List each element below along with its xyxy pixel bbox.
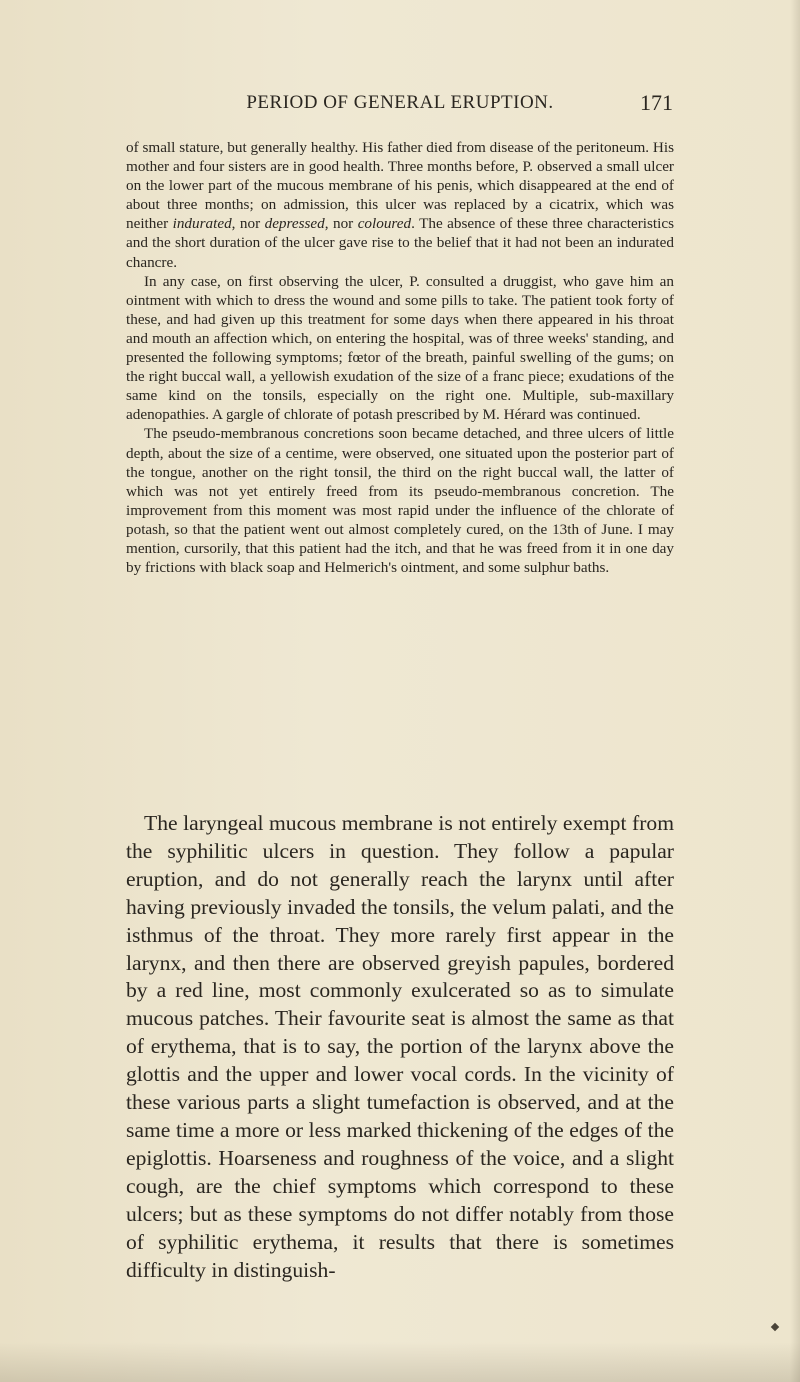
- case-report-text: [126, 138, 674, 577]
- page-number: 171: [640, 90, 673, 115]
- page-header: [0, 90, 800, 120]
- case-paragraph-2: [126, 272, 674, 425]
- page-bottom-shadow: [0, 1342, 800, 1382]
- text-run: of small stature, but generally healthy. His father died from disease of the peritoneum. His mother and four sisters are in good health. Three months before, P. observed a small ulcer on the lower part of the mucous membrane of his penis, which disappeared at the end of about three months; on admission, this ulcer was replaced by a cicatrix, which was neither: [126, 139, 674, 233]
- case-paragraph-1: [126, 138, 674, 272]
- text-run: , nor: [231, 215, 265, 233]
- text-run: . The absence of these three characteristics and the short duration of the ulcer gave rise to the belief that it had not been an indurated chancre.: [126, 215, 675, 271]
- main-text: [126, 810, 674, 1284]
- italic-term: indurated: [172, 215, 232, 233]
- italic-term: depressed: [264, 215, 325, 233]
- case-paragraph-3: [126, 424, 674, 577]
- laryngeal-paragraph: The laryngeal mucous membrane is not entirely exempt from the syphilitic ulcers in question. They follow a papular eruption, and do not generally reach the larynx until after having previously invaded the tonsils, the velum palati, and the isthmus of the throat. They more rarely first appear in the larynx, and then there are observed greyish papules, bordered by a red line, most commonly exulcerated so as to simulate mucous patches. Their favourite seat is almost the same as that of erythema, that is to say, the portion of the larynx above the glottis and the upper and lower vocal cords. In the vicinity of these various parts a slight tumefaction is observed, and at the same time a more or less marked thickening of the edges of the epiglottis. Hoarseness and roughness of the voice, and a slight cough, are the chief symptoms which correspond to these ulcers; but as these symptoms do not differ notably from those of syphilitic erythema, it results that there is sometimes difficulty in distinguish-: [126, 811, 674, 1282]
- text-run: , nor: [324, 215, 358, 233]
- page-edge-shadow: [790, 0, 800, 1382]
- text-run: The pseudo-membranous concretions soon became detached, and three ulcers of little depth, about the size of a centime, were observed, one situated upon the posterior part of the tongue, another on the right tonsil, the third on the right buccal wall, the latter of which was not yet entirely freed from its pseudo-membranous concretion. The improvement from this moment was most rapid under the influence of the chlorate of potash, so that the patient went out almost completely cured, on the 13th of June. I may mention, cursorily, that this patient had the itch, and that he was freed from it in one day by frictions with black soap and Helmerich's ointment, and some sulphur baths.: [126, 425, 674, 577]
- text-run: In any case, on first observing the ulcer, P. consulted a druggist, who gave him an ointment with which to dress the wound and some pills to take. The patient took forty of these, and had given up this treatment for some days when there appeared in his throat and mouth an affection which, on entering the hospital, was of three weeks' standing, and presented the following symptoms; fœtor of the breath, painful swelling of the gums; on the right buccal wall, a yellowish exudation of the size of a franc piece; exudations of the same kind on the tonsils, especially on the right one. Multiple, sub-maxillary adenopathies. A gargle of chlorate of potash prescribed by M. Hérard was continued.: [126, 272, 674, 424]
- running-head: PERIOD OF GENERAL ERUPTION.: [246, 92, 554, 113]
- ink-mark: [771, 1323, 779, 1331]
- italic-term: coloured: [357, 215, 412, 233]
